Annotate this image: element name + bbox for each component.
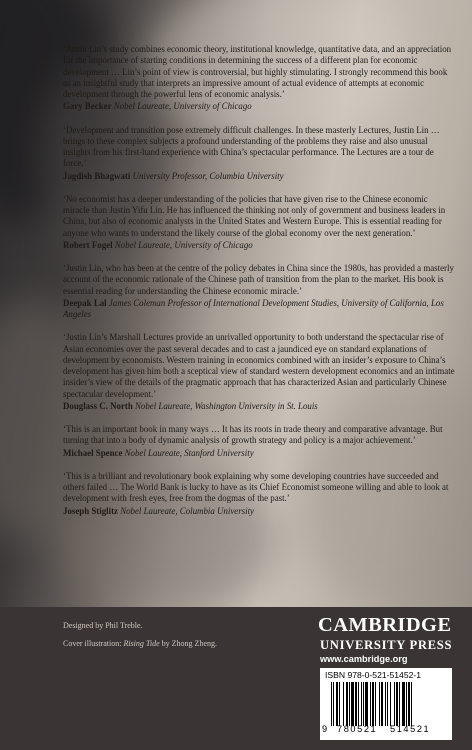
quote-text: ‘This is an important book in many ways … It has its roots in trade theory and comparative advantage. But turning that into a body of dynamic analysis of growth strategy and policy is a major achievement.’: [63, 424, 443, 446]
quote-attribution: [63, 506, 455, 517]
publisher-name: CAMBRIDGE: [318, 614, 452, 636]
reviewer-title: Nobel Laureate, Stanford University: [124, 447, 254, 458]
quote-text: ‘Justin Lin, who has been at the centre of the policy debates in China since the 1980s, has provided a masterly account of the economic rationale of the Chinese path of transition from the plan to the market. His book is essential reading for understanding the Chinese economic miracle.’: [63, 263, 454, 296]
reviewer-title: Nobel Laureate, Columbia University: [120, 505, 254, 516]
review-quote: [63, 44, 455, 113]
reviewer-name: Douglass C. North: [63, 400, 133, 411]
publisher-url: www.cambridge.org: [320, 654, 408, 664]
quote-text: ‘Justin Lin’s study combines economic theory, institutional knowledge, quantitative data, and an appreciation for the importance of starting conditions in determining the success of a different plan for economic development … Lin’s point of view is controversial, but highly stimulating. I strongly recommend this book as an insightful study that interprets an impressive amount of actual evidence of attempts at economic development through the powerful lens of economic analysis.’: [63, 44, 452, 99]
reviewer-name: Michael Spence: [63, 447, 123, 458]
cover-credit-suffix: by Zhong Zheng.: [159, 639, 217, 648]
barcode-bar: [351, 682, 354, 726]
reviewer-name: Robert Fogel: [63, 239, 113, 250]
barcode-bar: [333, 682, 334, 726]
barcode-bar: [343, 682, 344, 726]
barcode-bar: [390, 682, 391, 726]
barcode-bar: [361, 682, 362, 726]
barcode-bar: [411, 682, 412, 726]
cover-illustration-credit: [63, 639, 217, 648]
reviewer-title: Nobel Laureate, University of Chicago: [114, 239, 253, 250]
barcode-digit-first: 9: [322, 724, 328, 734]
barcode-bar: [408, 682, 410, 726]
reviewer-name: Jagdish Bhagwati: [63, 170, 131, 181]
barcode-digits-left: 780521: [337, 724, 378, 734]
reviewer-title: University Professor, Columbia University: [132, 170, 284, 181]
barcode-bar: [394, 682, 395, 726]
quote-attribution: [63, 240, 455, 251]
quote-text: ‘Development and transition pose extremely difficult challenges. In these masterly Lectures, Justin Lin … brings to these complex subjects a profound understanding of the problems they raise and also unusual insights from his first-hand experience with China’s spectacular performance. The Lectures are a tour de force.’: [63, 124, 440, 169]
barcode-bar: [402, 682, 405, 726]
quote-text: ‘Justin Lin’s Marshall Lectures provide an unrivalled opportunity to both understand the spectacular rise of Asian economies over the past several decades and to cast a jaundiced eye on standard explanations of development by economists. Western training in economics combined with an insider’s exposure to China’s development has given him both a sceptical view of standard western development economics and an intimate insider’s view of the details of the pragmatic approach that has characterized Asian and particularly Chinese spectacular development.’: [63, 332, 455, 399]
barcode-bar: [370, 682, 371, 726]
reviewer-title: James Coleman Professor of International Development Studies, University of California, Los Angeles: [63, 297, 444, 319]
designer-credit: Designed by Phil Treble.: [63, 621, 143, 630]
isbn-label: ISBN 978-0-521-51452-1: [325, 670, 422, 680]
barcode-bar: [355, 682, 357, 726]
reviewer-title: Nobel Laureate, University of Chicago: [113, 101, 252, 112]
barcode-bar: [406, 682, 407, 726]
barcode-bar: [385, 682, 386, 726]
barcode-bar: [387, 682, 388, 726]
barcode-bar: [379, 682, 380, 726]
reviewer-title: Nobel Laureate, Washington University in St. Louis: [135, 400, 318, 411]
barcode-panel: [320, 668, 452, 740]
barcode-digits-right: 514521: [390, 724, 431, 734]
quote-text: ‘This is a brilliant and revolutionary book explaining why some developing countries have succeeded and others failed … The World Bank is lucky to have as its Chief Economist someone willing and able to look at development with fresh eyes, free from the dogmas of the past.’: [63, 470, 449, 504]
reviewer-name: Joseph Stiglitz: [63, 505, 118, 516]
review-quotes: [63, 44, 455, 529]
barcode-bar: [336, 682, 338, 726]
barcode-bar: [339, 682, 340, 726]
quote-attribution: [63, 448, 455, 459]
barcode-bar: [372, 682, 374, 726]
review-quote: [63, 471, 455, 517]
quote-attribution: [63, 101, 455, 112]
barcode-bar: [331, 682, 332, 726]
quote-attribution: [63, 401, 455, 412]
barcode-bars: [331, 682, 443, 726]
cover-credit-prefix: Cover illustration:: [63, 639, 124, 648]
reviewer-name: Gary Becker: [63, 101, 112, 112]
barcode-bar: [349, 682, 350, 726]
barcode-bar: [375, 682, 376, 726]
quote-text: ‘No economist has a deeper understanding of the policies that have given rise to the Chinese economic miracle than Justin Yifu Lin. He has influenced the thinking not only of government and business leaders in China, but also of economic analysts in the United States and Western Europe. This is essential reading for anyone who wants to understand the likely course of the global economy over the next generation.’: [63, 193, 446, 238]
review-quote: [63, 263, 455, 320]
barcode-bar: [399, 682, 400, 726]
review-quote: [63, 332, 455, 412]
review-quote: [63, 125, 455, 182]
cover-artwork-title: Rising Tide: [123, 639, 160, 648]
reviewer-name: Deepak Lal: [63, 297, 107, 308]
barcode-bar: [396, 682, 398, 726]
review-quote: [63, 194, 455, 251]
review-quote: [63, 424, 455, 459]
quote-attribution: [63, 298, 455, 321]
barcode-bar: [346, 682, 348, 726]
quote-attribution: [63, 171, 455, 182]
barcode-bar: [358, 682, 359, 726]
publisher-subname: UNIVERSITY PRESS: [320, 638, 453, 652]
barcode-bar: [365, 682, 368, 726]
barcode-bar: [363, 682, 364, 726]
barcode-bar: [381, 682, 383, 726]
